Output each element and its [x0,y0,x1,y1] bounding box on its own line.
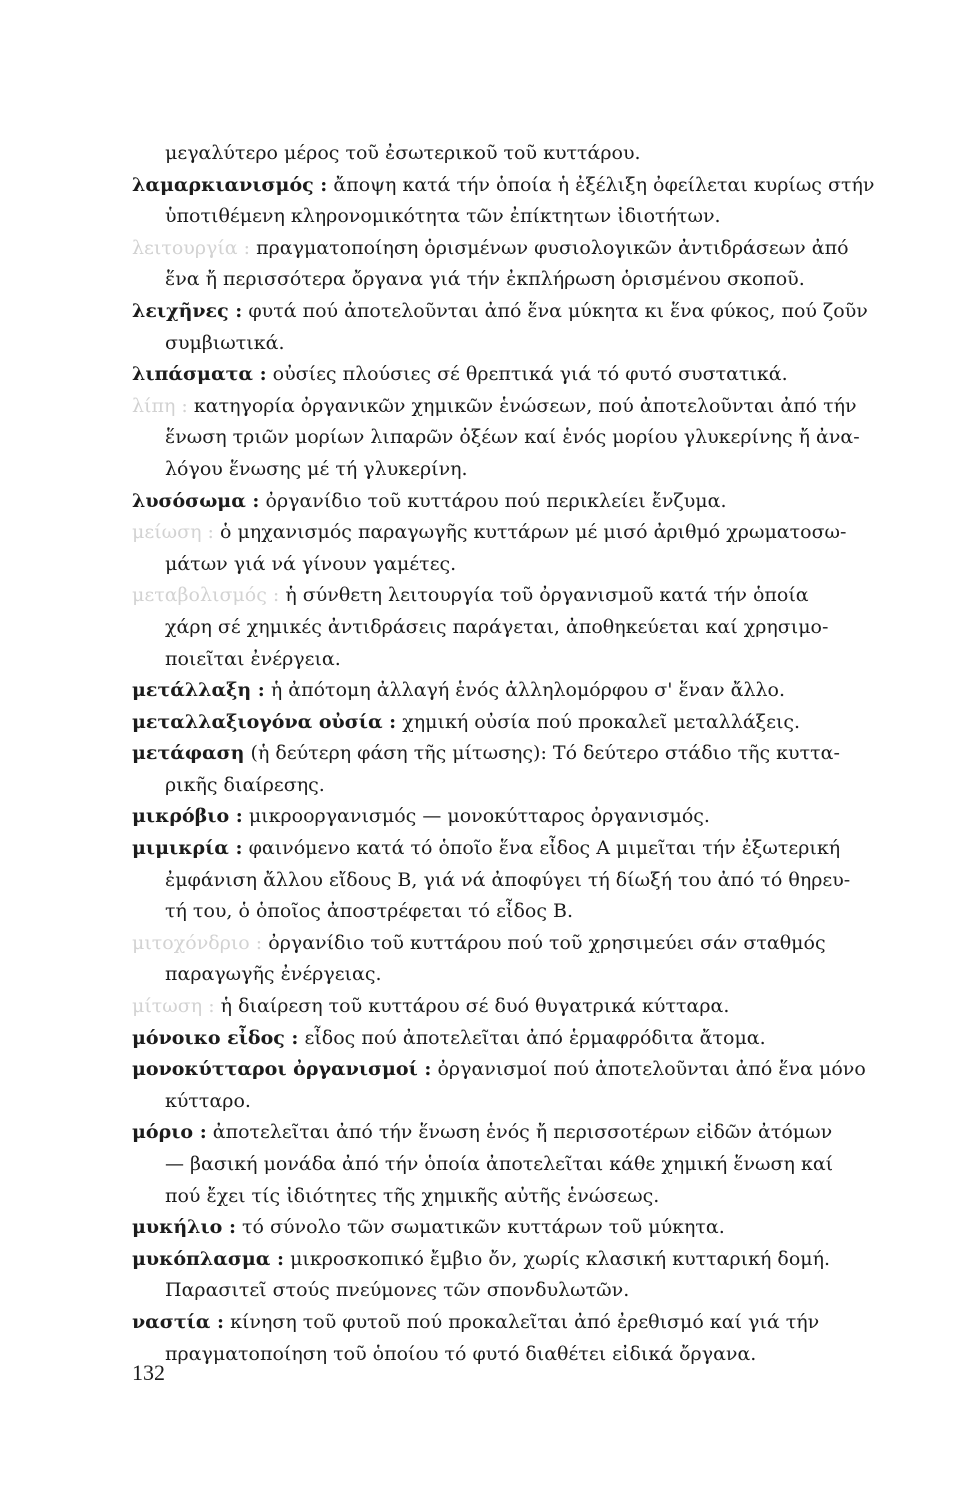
glossary-entry-mutagen [132,707,900,739]
entry-term: μίτωση : [132,995,215,1018]
glossary-entry-molecule [132,1117,900,1212]
entry-term: μυκήλιο : [132,1216,236,1239]
entry-term: λαμαρκιανισμός : [132,173,328,196]
entry-definition: ὀργανίδιο τοῦ κυττάρου πού τοῦ χρησιμεύει σάν σταθμός [268,931,826,954]
glossary-entry-monoecious [132,1023,900,1055]
entry-definition: ἄποψη κατά τήν ὁποία ἡ ἐξέλιξη ὀφείλεται κυρίως στήν [333,173,875,196]
entry-term: μετάφαση [132,742,245,765]
glossary-entry-nastic-movement [132,1307,900,1370]
glossary-entry-unicellular [132,1054,900,1117]
entry-definition: μικροσκοπικό ἔμβιο ὄν, χωρίς κλασική κυτταρική δομή. [290,1247,831,1270]
entry-definition: πραγματοποίηση ὁρισμένων φυσιολογικῶν ἀντιδράσεων ἀπό [256,236,849,259]
entry-term: λειχῆνες : [132,299,243,322]
entry-term: λυσόσωμα : [132,489,260,512]
entry-continuation: ἕνα ἤ περισσότερα ὄργανα γιά τήν ἐκπλήρωση ὁρισμένου σκοποῦ. [165,268,805,291]
entry-continuation: παραγωγῆς ἐνέργειας. [165,963,382,986]
entry-term: λειτουργία : [132,236,251,259]
entry-continuation: ὑποτιθέμενη κληρονομικότητα τῶν ἐπίκτητων ἰδιοτήτων. [165,205,721,228]
entry-continuation: μάτων γιά νά γίνουν γαμέτες. [165,552,457,575]
entry-definition: ὀργανίδιο τοῦ κυττάρου πού περικλείει ἔνζυμα. [265,489,727,512]
entry-continuation: — βασική μονάδα ἀπό τήν ὁποία ἀποτελεῖται κάθε χημική ἕνωση καί [165,1153,834,1175]
entry-term: μιμικρία : [132,837,243,860]
entry-term: μόριο : [132,1121,207,1144]
entry-term: λίπη : [132,394,188,417]
glossary-entry-metaphase [132,738,900,801]
entry-term: μονοκύτταροι ὀργανισμοί : [132,1058,432,1081]
entry-continuation: συμβιωτικά. [165,331,285,354]
entry-definition: φαινόμενο κατά τό ὁποῖο ἕνα εἶδος Α μιμεῖται τήν ἐξωτερική [248,837,841,860]
entry-definition: ἡ διαίρεση τοῦ κυττάρου σέ δυό θυγατρικά κύτταρα. [220,995,730,1018]
entry-continuation: ποιεῖται ἐνέργεια. [165,647,341,670]
continuation-text: μεγαλύτερο μέρος τοῦ ἐσωτερικοῦ τοῦ κυττάρου. [165,142,641,164]
entry-definition: κατηγορία ὀργανικῶν χημικῶν ἑνώσεων, πού ἀποτελοῦνται ἀπό τήν [193,394,857,417]
entry-definition: μικροοργανισμός — μονοκύτταρος ὀργανισμός. [248,805,710,828]
entry-definition: εἶδος πού ἀποτελεῖται ἀπό ἑρμαφρόδιτα ἄτομα. [304,1026,766,1049]
entry-definition: ὀργανισμοί πού ἀποτελοῦνται ἀπό ἕνα μόνο [437,1058,866,1081]
entry-note: (ἡ δεύτερη φάση τῆς μίτωσης): [250,742,547,765]
entry-term: λιπάσματα : [132,363,267,386]
entry-continuation: τή του, ὁ ὁποῖος ἀποστρέφεται τό εἶδος Β. [165,900,573,923]
entry-term: μετάλλαξη : [132,679,265,702]
glossary-entry-mitochondrion [132,928,900,991]
glossary-entry-mycelium [132,1212,900,1244]
entry-continuation: ἐμφάνιση ἄλλου εἴδους Β, γιά νά ἀποφύγει τή δίωξή του ἀπό τό θηρευ- [165,868,851,891]
entry-continuation: πραγματοποίηση τοῦ ὁποίου τό φυτό διαθέτει εἰδικά ὄργανα. [165,1342,757,1365]
entry-term: μεταβολισμός : [132,584,280,607]
entry-definition: φυτά πού ἀποτελοῦνται ἀπό ἕνα μύκητα κι ἕνα φύκος, πού ζοῦν [248,299,868,322]
glossary-entry-lichens [132,296,900,359]
glossary-continuation [132,138,900,170]
glossary-list [132,138,900,1370]
glossary-entry-function [132,233,900,296]
entry-definition: κίνηση τοῦ φυτοῦ πού προκαλεῖται ἀπό ἐρεθισμό καί γιά τήν [230,1310,820,1333]
glossary-entry-lysosome [132,486,900,518]
glossary-entry-fertilizers [132,359,900,391]
entry-continuation: ρικῆς διαίρεσης. [165,773,325,796]
entry-continuation: κύτταρο. [165,1089,251,1112]
glossary-entry-metabolism [132,580,900,675]
entry-term: μικρόβιο : [132,805,243,828]
entry-definition: τό σύνολο τῶν σωματικῶν κυττάρων τοῦ μύκητα. [242,1216,725,1239]
glossary-entry-fats [132,391,900,486]
entry-continuation: χάρη σέ χημικές ἀντιδράσεις παράγεται, ἀποθηκεύεται καί χρησιμο- [165,615,829,638]
entry-term: ναστία : [132,1310,225,1333]
entry-definition: ἀποτελεῖται ἀπό τήν ἕνωση ἑνός ἤ περισσοτέρων εἰδῶν ἀτόμων [212,1121,833,1144]
glossary-entry-meiosis [132,517,900,580]
glossary-entry-lamarckism [132,170,900,233]
entry-definition: ὁ μηχανισμός παραγωγῆς κυττάρων μέ μισό ἀριθμό χρωματοσω- [219,521,847,544]
entry-term: μόνοικο εἶδος : [132,1026,299,1049]
glossary-entry-mitosis [132,991,900,1023]
entry-continuation: πού ἔχει τίς ἰδιότητες τῆς χημικῆς αὐτῆς ἑνώσεως. [165,1184,660,1207]
entry-continuation: ἕνωση τριῶν μορίων λιπαρῶν ὀξέων καί ἑνός μορίου γλυκερίνης ἤ ἀνα- [165,426,860,449]
entry-term: μεταλλαξιογόνα οὐσία : [132,710,397,733]
entry-definition: ἡ σύνθετη λειτουργία τοῦ ὀργανισμοῦ κατά τήν ὁποία [285,584,809,607]
glossary-entry-mutation [132,675,900,707]
entry-continuation: λόγου ἕνωσης μέ τή γλυκερίνη. [165,457,468,480]
entry-term: μιτοχόνδριο : [132,931,263,954]
page-number: 132 [132,1360,165,1385]
entry-definition: χημική οὐσία πού προκαλεῖ μεταλλάξεις. [402,710,801,733]
entry-continuation: Παρασιτεῖ στούς πνεύμονες τῶν σπονδυλωτῶν. [165,1279,630,1302]
glossary-entry-mycoplasma [132,1244,900,1307]
entry-definition: Τό δεύτερο στάδιο τῆς κυττα- [552,742,840,765]
entry-term: μείωση : [132,521,214,544]
glossary-entry-mimicry [132,833,900,928]
glossary-entry-microbe [132,801,900,833]
entry-term: μυκόπλασμα : [132,1247,285,1270]
entry-definition: οὐσίες πλούσιες σέ θρεπτικά γιά τό φυτό συστατικά. [272,363,788,386]
entry-definition: ἡ ἀπότομη ἀλλαγή ἑνός ἀλληλομόρφου σ' ἕναν ἄλλο. [270,679,786,702]
